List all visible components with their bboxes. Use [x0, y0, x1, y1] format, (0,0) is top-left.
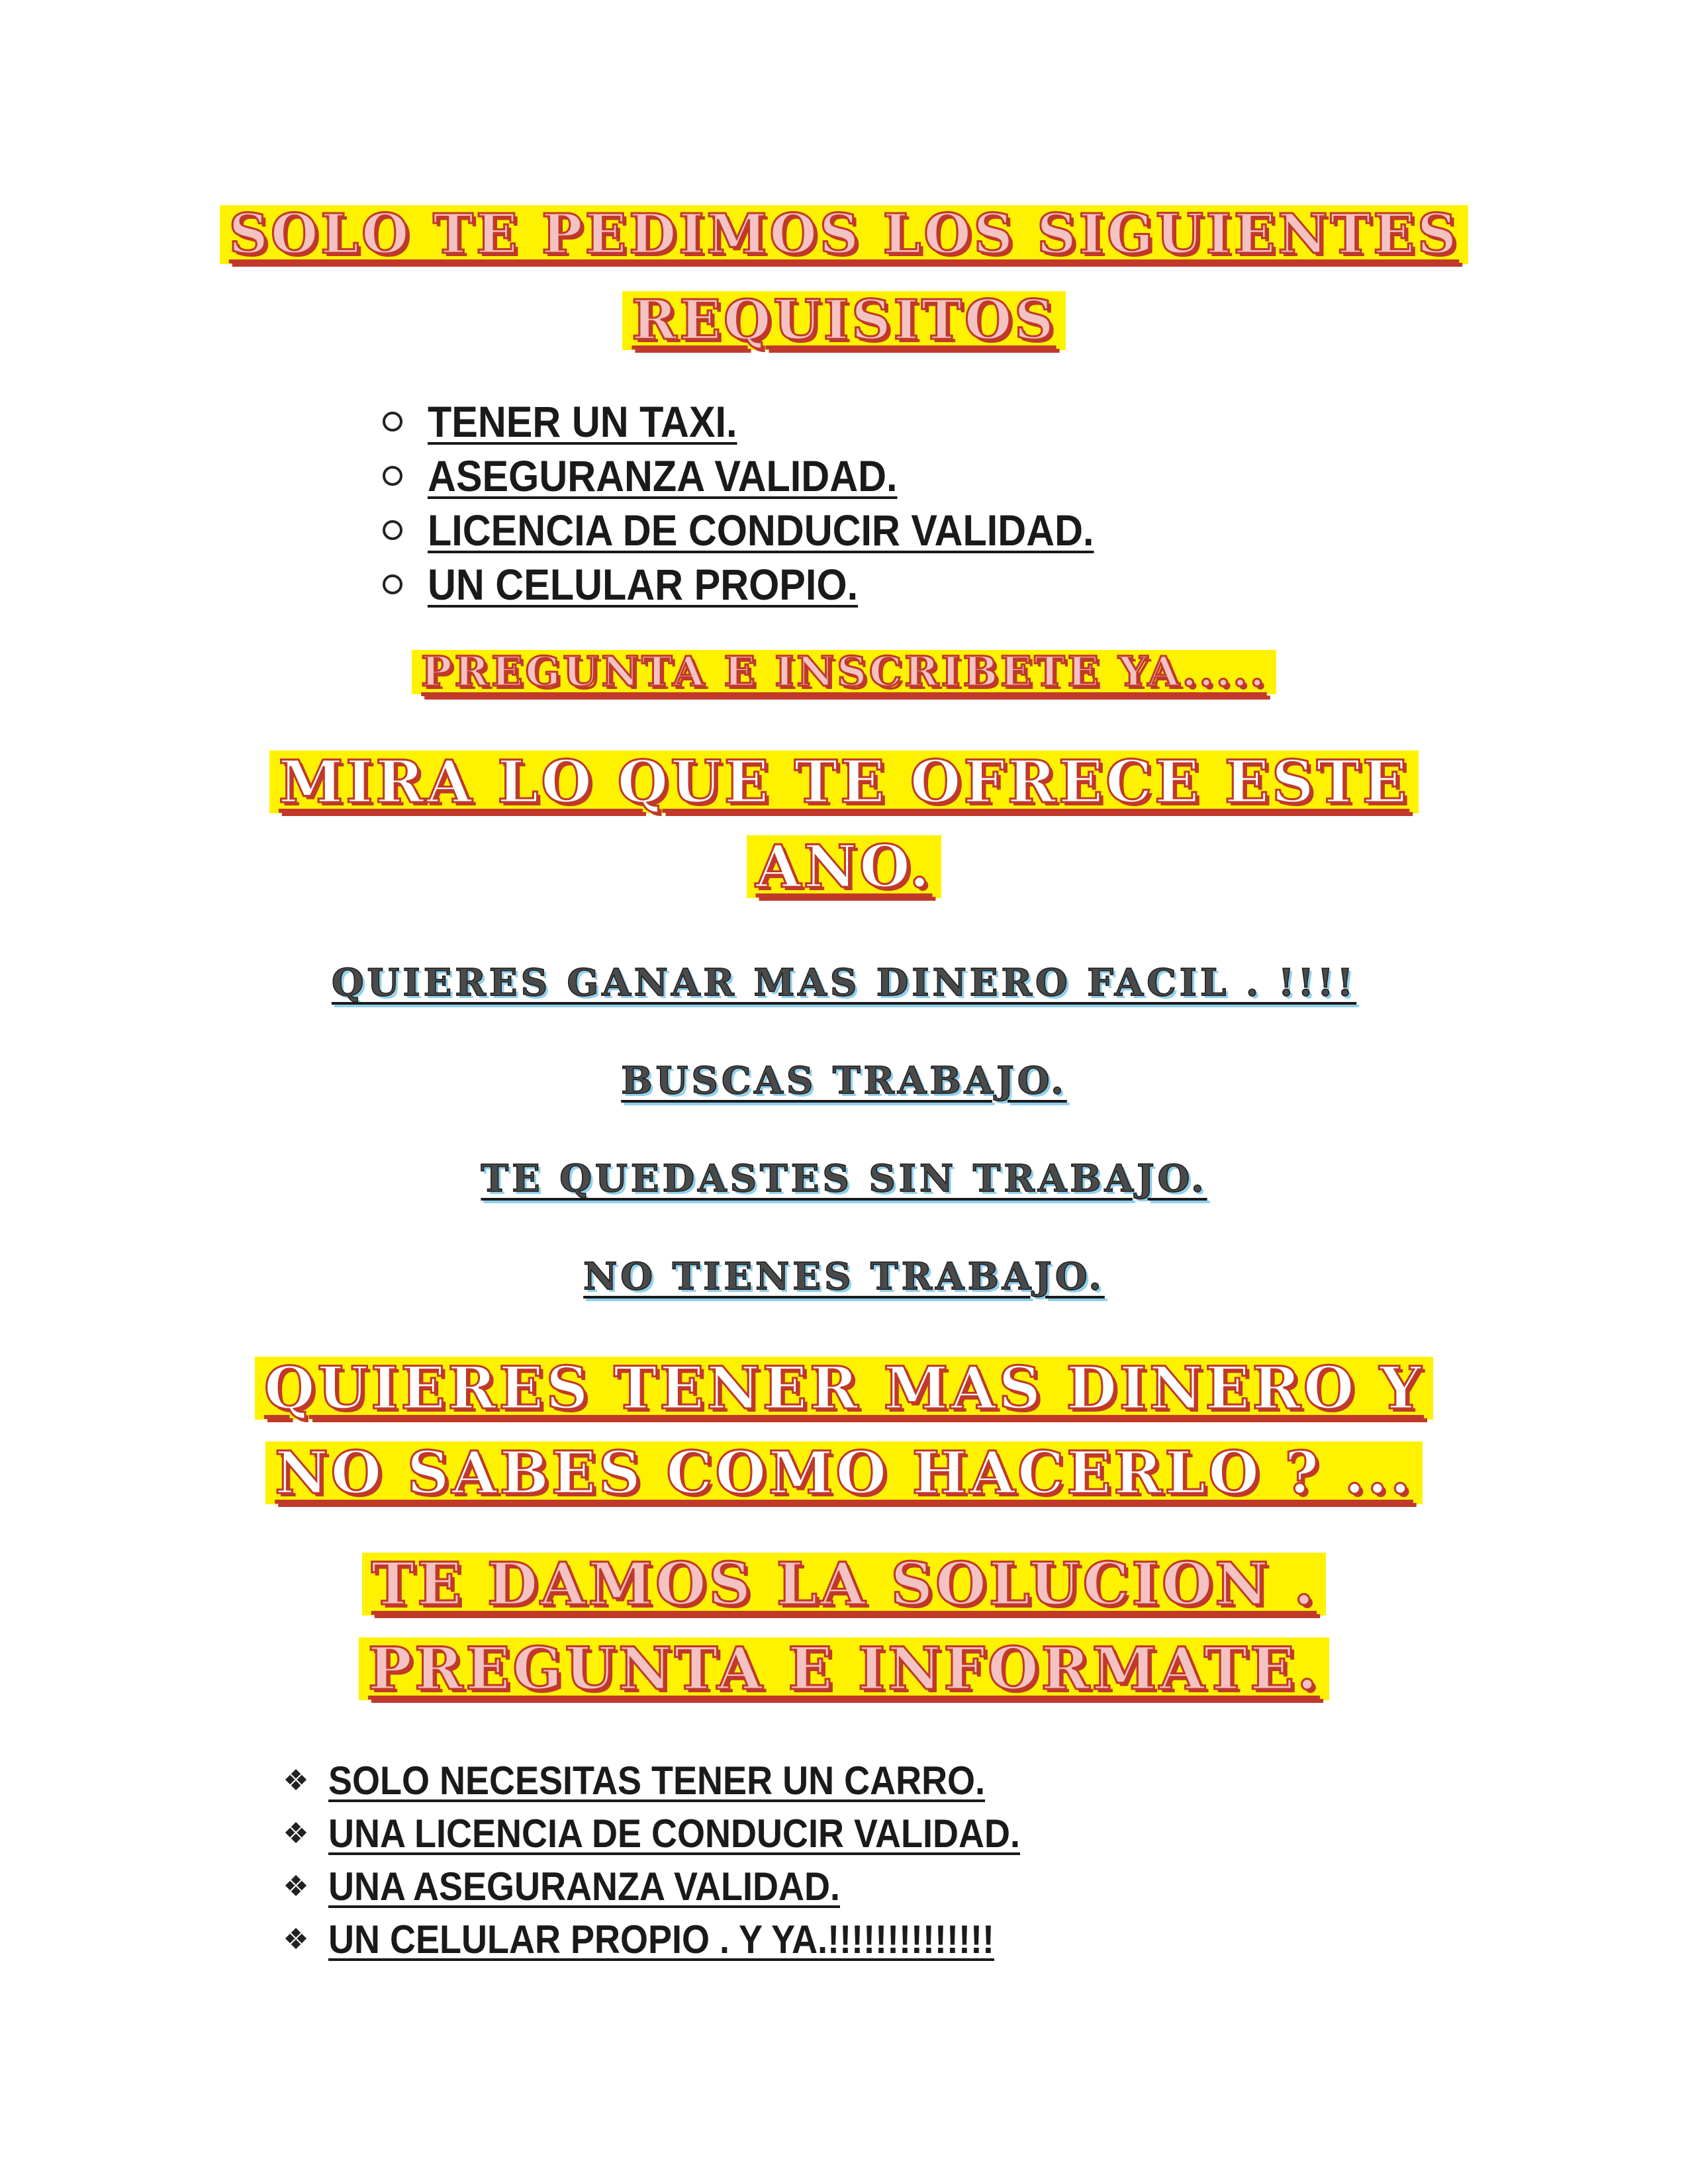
solucion-line2: PREGUNTA E INFORMATE.	[359, 1637, 1329, 1700]
circle-icon	[383, 412, 402, 432]
pregunta-ya-banner: PREGUNTA E INSCRIBETE YA.....	[412, 650, 1276, 694]
necesitas-text: UNA ASEGURANZA VALIDAD.	[328, 1864, 840, 1909]
oferta-line2: ANO.	[747, 835, 942, 898]
circle-icon	[383, 520, 402, 540]
list-item	[383, 394, 1168, 449]
mas-dinero-line2: NO SABES COMO HACERLO ? ...	[265, 1441, 1423, 1504]
necesitas-list	[281, 1754, 1097, 1966]
circle-icon	[383, 466, 402, 486]
solucion-line1: TE DAMOS LA SOLUCION .	[362, 1553, 1326, 1615]
requisitos-heading-line2: REQUISITOS	[622, 291, 1065, 350]
requisito-text: UN CELULAR PROPIO.	[428, 560, 859, 609]
solucion-line1-row	[0, 1549, 1688, 1618]
requisitos-list	[383, 394, 1168, 612]
pregunta-row	[0, 1059, 1688, 1103]
list-item	[383, 503, 1168, 557]
requisito-text: TENER UN TAXI.	[428, 397, 737, 446]
circle-icon	[383, 574, 402, 594]
pregunta-row	[0, 961, 1688, 1005]
mas-dinero-line1: QUIERES TENER MAS DINERO Y	[255, 1357, 1433, 1420]
requisito-text: LICENCIA DE CONDUCIR VALIDAD.	[428, 506, 1094, 555]
mas-dinero-line2-row	[0, 1438, 1688, 1507]
requisitos-heading-line2-row	[0, 291, 1688, 350]
pregunta-row	[0, 1255, 1688, 1298]
list-item	[383, 557, 1168, 612]
list-item	[281, 1860, 1097, 1913]
pregunta-ganar-dinero: QUIERES GANAR MAS DINERO FACIL . !!!!	[331, 961, 1357, 1005]
requisitos-heading-line1: SOLO TE PEDIMOS LOS SIGUIENTES	[220, 205, 1468, 264]
oferta-line2-row	[0, 832, 1688, 901]
solucion-line2-row	[0, 1634, 1688, 1703]
list-item	[281, 1807, 1097, 1860]
necesitas-text: UNA LICENCIA DE CONDUCIR VALIDAD.	[328, 1811, 1020, 1856]
necesitas-text: SOLO NECESITAS TENER UN CARRO.	[328, 1758, 986, 1803]
pregunta-sin-trabajo: TE QUEDASTES SIN TRABAJO.	[481, 1157, 1207, 1201]
list-item	[383, 449, 1168, 503]
necesitas-text: UN CELULAR PROPIO . Y YA.!!!!!!!!!!!!!!	[328, 1917, 994, 1962]
mas-dinero-line1-row	[0, 1353, 1688, 1422]
pregunta-ya-row	[0, 647, 1688, 696]
oferta-line1: MIRA LO QUE TE OFRECE ESTE	[269, 751, 1419, 813]
list-item	[281, 1754, 1097, 1807]
diamond-bullet-icon: ❖	[283, 1816, 309, 1850]
requisito-text: ASEGURANZA VALIDAD.	[428, 451, 898, 500]
pregunta-no-tienes-trabajo: NO TIENES TRABAJO.	[583, 1255, 1105, 1298]
diamond-bullet-icon: ❖	[283, 1763, 309, 1797]
oferta-line1-row	[0, 747, 1688, 816]
requisitos-heading-line1-row	[0, 205, 1688, 264]
pregunta-row	[0, 1157, 1688, 1201]
diamond-bullet-icon: ❖	[283, 1922, 309, 1956]
list-item	[281, 1913, 1097, 1966]
diamond-bullet-icon: ❖	[283, 1869, 309, 1903]
pregunta-buscas-trabajo: BUSCAS TRABAJO.	[621, 1059, 1067, 1103]
